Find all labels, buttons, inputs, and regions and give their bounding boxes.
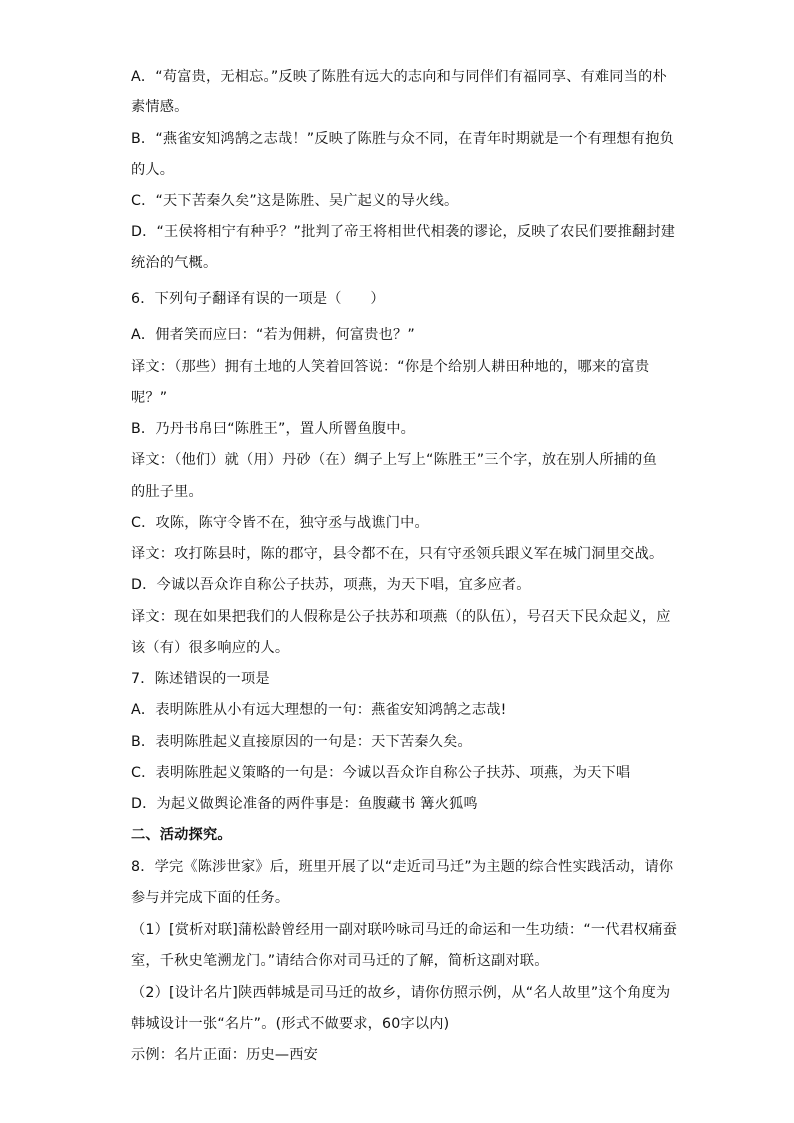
option-b-line-2: 的人。 xyxy=(131,162,175,178)
q8-task-1-line-1: （1）[赏析对联]蒲松龄曾经用一副对联吟咏司马迁的命运和一生功绩：“一代君权痛蚕 xyxy=(131,922,678,938)
option-b-line-1: B．“燕雀安知鸿鹄之志哉！”反映了陈胜与众不同，在青年时期就是一个有理想有抱负 xyxy=(131,131,674,147)
q8-task-2-line-1: （2）[设计名片]陕西韩城是司马迁的故乡，请你仿照示例，从“名人故里”这个角度为 xyxy=(131,985,671,1001)
question-8-line-1: 8．学完《陈涉世家》后，班里开展了以“走近司马迁”为主题的综合性实践活动，请你 xyxy=(131,859,674,875)
q6-translation-a-line-1: 译文：（那些）拥有土地的人笑着回答说：“你是个给别人耕田种地的，哪来的富贵 xyxy=(131,359,650,375)
option-d-line-1: D．“王侯将相宁有种乎？”批判了帝王将相世代相袭的谬论，反映了农民们要推翻封建 xyxy=(131,224,676,240)
q6-translation-d-line-1: 译文：现在如果把我们的人假称是公子扶苏和项燕（的队伍），号召天下民众起义，应 xyxy=(131,609,671,625)
q6-translation-b-line-2: 的肚子里。 xyxy=(131,484,203,500)
q8-example-line: 示例：名片正面：历史—西安 xyxy=(131,1047,319,1063)
question-6-title: 6．下列句子翻译有误的一项是（ ） xyxy=(131,291,385,307)
q6-option-c: C．攻陈，陈守令皆不在，独守丞与战谯门中。 xyxy=(131,515,429,531)
q6-translation-a-line-2: 呢？” xyxy=(131,390,168,406)
q8-task-1-line-2: 室，千秋史笔溯龙门。”请结合你对司马迁的了解，简析这副对联。 xyxy=(131,953,549,969)
option-c-line: C．“天下苦秦久矣”这是陈胜、吴广起义的导火线。 xyxy=(131,193,459,209)
option-d-line-2: 统治的气概。 xyxy=(131,255,218,271)
option-a-line-2: 素情感。 xyxy=(131,99,189,115)
option-a-line-1: A．“苟富贵，无相忘。”反映了陈胜有远大的志向和与同伴们有福同享、有难同当的朴 xyxy=(131,69,667,85)
question-8-line-2: 参与并完成下面的任务。 xyxy=(131,890,290,906)
q6-option-b: B．乃丹书帛曰“陈胜王”，置人所罾鱼腹中。 xyxy=(131,421,416,437)
q7-option-d: D．为起义做舆论准备的两件事是：鱼腹藏书 篝火狐鸣 xyxy=(131,796,478,812)
section-heading: 二、活动探究。 xyxy=(131,827,232,843)
q6-option-a: A．佣者笑而应曰：“若为佣耕，何富贵也？” xyxy=(131,327,415,343)
q7-option-c: C．表明陈胜起义策略的一句是：今诚以吾众诈自称公子扶苏、项燕，为天下唱 xyxy=(131,765,631,781)
q6-translation-c: 译文：攻打陈县时，陈的郡守，县令都不在，只有守丞领兵跟义军在城门洞里交战。 xyxy=(131,546,664,562)
q6-option-d: D．今诚以吾众诈自称公子扶苏，项燕，为天下唱，宜多应者。 xyxy=(131,577,531,593)
q6-translation-b-line-1: 译文：（他们）就（用）丹砂（在）绸子上写上“陈胜王”三个字，放在别人所捕的鱼 xyxy=(131,452,657,468)
q7-option-a: A．表明陈胜从小有远大理想的一句：燕雀安知鸿鹄之志哉! xyxy=(131,702,507,718)
q8-task-2-line-2: 韩城设计一张“名片”。(形式不做要求，60字以内) xyxy=(131,1016,450,1032)
question-7-title: 7．陈述错误的一项是 xyxy=(131,671,270,687)
q7-option-b: B．表明陈胜起义直接原因的一句是：天下苦秦久矣。 xyxy=(131,734,472,750)
q6-translation-d-line-2: 该（有）很多响应的人。 xyxy=(131,640,290,656)
